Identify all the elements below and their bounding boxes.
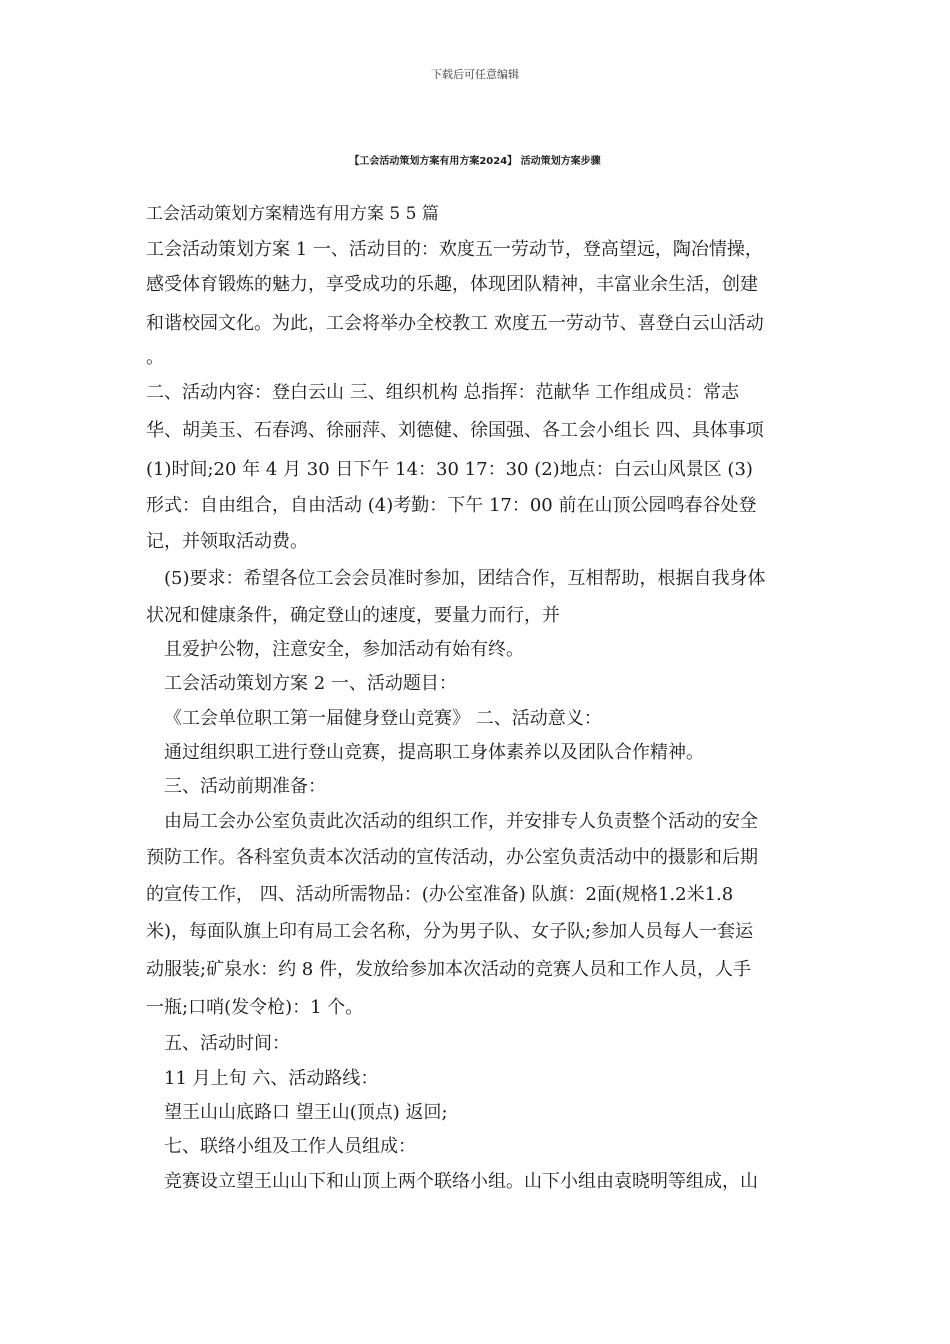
body-line: 七、联络小组及工作人员组成：: [164, 1136, 416, 1157]
body-line: 感受体育锻炼的魅力，享受成功的乐趣，体现团队精神，丰富业余生活，创建: [146, 274, 758, 295]
document-subtitle: 工会活动策划方案精选有用方案 5 5 篇: [146, 204, 439, 224]
body-line: 华、胡美玉、石春鸿、徐丽萍、刘德健、徐国强、各工会小组长 四、具体事项: [146, 420, 764, 441]
body-line: 二、活动内容：登白云山 三、组织机构 总指挥：范献华 工作组成员：常志: [146, 382, 740, 403]
body-line: 的宣传工作， 四、活动所需物品：(办公室准备) 队旗：2面(规格1.2米1.8: [146, 884, 734, 905]
body-line: (1)时间;20 年 4 月 30 日下午 14：30 17：30 (2)地点：白云山风景区 (3): [146, 459, 753, 480]
body-line: 和谐校园文化。为此，工会将举办全校教工 欢度五一劳动节、喜登白云山活动: [146, 313, 764, 334]
body-line: 且爱护公物，注意安全，参加活动有始有终。: [164, 639, 524, 660]
body-line: 。: [146, 347, 164, 368]
body-line: 形式：自由组合，自由活动 (4)考勤：下午 17：00 前在山顶公园鸣春谷处登: [146, 495, 757, 516]
body-line: (5)要求：希望各位工会会员准时参加，团结合作，互相帮助，根据自我身体: [164, 568, 766, 589]
document-title: 【工会活动策划方案有用方案2024】 活动策划方案步骤: [349, 156, 601, 167]
body-line: 工会活动策划方案 1 一、活动目的：欢度五一劳动节，登高望远，陶冶情操，: [146, 239, 763, 260]
body-line: 动服装;矿泉水：约 8 件，发放给参加本次活动的竞赛人员和工作人员，人手: [146, 959, 751, 980]
body-line: 预防工作。各科室负责本次活动的宣传活动，办公室负责活动中的摄影和后期: [146, 847, 758, 868]
body-line: 工会活动策划方案 2 一、活动题目：: [164, 673, 457, 694]
body-line: 记，并领取活动费。: [146, 531, 308, 552]
body-line: 米)，每面队旗上印有局工会名称，分为男子队、女子队;参加人员每人一套运: [146, 921, 754, 942]
body-line: 五、活动时间：: [164, 1033, 290, 1054]
body-line: 一瓶;口哨(发令枪)：1 个。: [146, 997, 364, 1018]
page-header: 下载后可任意编辑: [431, 68, 519, 81]
body-line: 11 月上旬 六、活动路线：: [164, 1068, 379, 1089]
body-line: 状况和健康条件，确定登山的速度，要量力而行，并: [146, 605, 560, 626]
body-line: 通过组织职工进行登山竞赛，提高职工身体素养以及团队合作精神。: [164, 742, 704, 763]
body-line: 由局工会办公室负责此次活动的组织工作，并安排专人负责整个活动的安全: [164, 811, 758, 832]
body-line: 竞赛设立望王山山下和山顶上两个联络小组。山下小组由袁晓明等组成，山: [164, 1171, 758, 1192]
body-line: 望王山山底路口 望王山(顶点) 返回;: [164, 1102, 448, 1123]
body-line: 《工会单位职工第一届健身登山竞赛》 二、活动意义：: [164, 708, 602, 729]
body-line: 三、活动前期准备：: [164, 776, 326, 797]
